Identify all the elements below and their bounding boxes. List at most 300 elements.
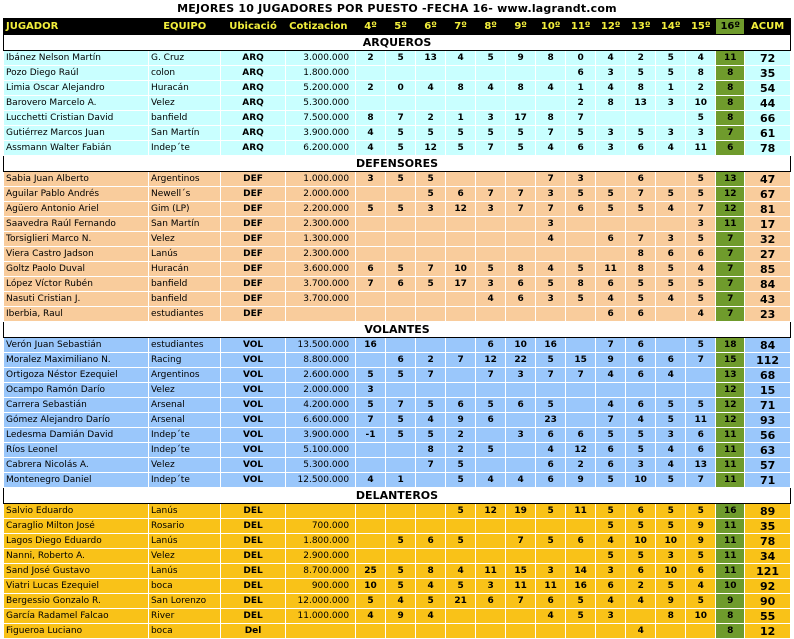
- round-score-cell: 7: [716, 307, 745, 322]
- round-score-cell: 22: [506, 353, 536, 368]
- total-cell: 55: [745, 609, 791, 624]
- round-score-cell: 9: [716, 594, 745, 609]
- section-title: DEFENSORES: [4, 156, 791, 172]
- player-name-cell: Figueroa Luciano: [4, 624, 149, 639]
- position-cell: DEL: [221, 609, 285, 624]
- round-score-cell: 13: [686, 458, 716, 473]
- total-cell: 44: [745, 96, 791, 111]
- team-cell: San Martín: [148, 126, 220, 141]
- round-score-cell: 5: [506, 141, 536, 156]
- round-score-cell: 5: [416, 594, 446, 609]
- round-score-cell: 3: [476, 202, 506, 217]
- team-cell: Velez: [148, 232, 220, 247]
- team-cell: Rosario: [148, 519, 220, 534]
- round-score-cell: 7: [446, 353, 476, 368]
- round-score-cell: 5: [566, 126, 596, 141]
- round-score-cell: 12: [716, 398, 745, 413]
- round-score-cell: 5: [596, 519, 626, 534]
- round-score-cell: 4: [656, 202, 686, 217]
- team-cell: Huracán: [148, 262, 220, 277]
- table-body: [4, 19, 791, 639]
- round-score-cell: 10: [686, 609, 716, 624]
- round-score-cell: [416, 383, 446, 398]
- total-cell: 63: [745, 443, 791, 458]
- round-score-cell: 6: [566, 141, 596, 156]
- round-score-cell: 1: [446, 111, 476, 126]
- price-cell: 900.000: [285, 579, 355, 594]
- round-score-cell: 7: [566, 111, 596, 126]
- round-score-cell: [506, 624, 536, 639]
- round-score-cell: [566, 519, 596, 534]
- round-score-cell: 4: [446, 564, 476, 579]
- price-cell: 2.900.000: [285, 549, 355, 564]
- team-cell: Gim (LP): [148, 202, 220, 217]
- player-name-cell: García Radamel Falcao: [4, 609, 149, 624]
- round-score-cell: 4: [356, 141, 386, 156]
- total-cell: 43: [745, 292, 791, 307]
- round-score-cell: 3: [506, 428, 536, 443]
- team-cell: Argentinos: [148, 172, 220, 187]
- price-cell: 3.700.000: [285, 292, 355, 307]
- round-score-cell: 3: [566, 172, 596, 187]
- player-name-cell: López Víctor Rubén: [4, 277, 149, 292]
- round-score-cell: [386, 187, 416, 202]
- player-name-cell: Lucchetti Cristian David: [4, 111, 149, 126]
- player-name-cell: Cabrera Nicolás A.: [4, 458, 149, 473]
- player-name-cell: Salvio Eduardo: [4, 504, 149, 519]
- round-score-cell: [416, 66, 446, 81]
- total-cell: 57: [745, 458, 791, 473]
- round-score-cell: 5: [536, 398, 566, 413]
- position-cell: VOL: [221, 428, 285, 443]
- total-cell: 12: [745, 624, 791, 639]
- round-score-cell: 5: [476, 443, 506, 458]
- round-score-cell: [536, 96, 566, 111]
- column-header: 6º: [416, 19, 446, 35]
- round-score-cell: 5: [596, 549, 626, 564]
- round-score-cell: 6: [626, 307, 656, 322]
- round-score-cell: 11: [506, 579, 536, 594]
- price-cell: 13.500.000: [285, 338, 355, 353]
- round-score-cell: 10: [686, 96, 716, 111]
- round-score-cell: 4: [596, 81, 626, 96]
- round-score-cell: [356, 534, 386, 549]
- team-cell: Velez: [148, 96, 220, 111]
- round-score-cell: [566, 549, 596, 564]
- round-score-cell: 2: [446, 428, 476, 443]
- round-score-cell: 4: [356, 473, 386, 488]
- round-score-cell: 12: [476, 353, 506, 368]
- round-score-cell: 10: [506, 338, 536, 353]
- round-score-cell: [386, 307, 416, 322]
- position-cell: ARQ: [221, 126, 285, 141]
- round-score-cell: 5: [656, 413, 686, 428]
- round-score-cell: [656, 624, 686, 639]
- round-score-cell: 3: [536, 564, 566, 579]
- total-cell: 54: [745, 81, 791, 96]
- round-score-cell: [356, 217, 386, 232]
- round-score-cell: [446, 338, 476, 353]
- round-score-cell: 15: [566, 353, 596, 368]
- round-score-cell: 5: [506, 126, 536, 141]
- team-cell: Argentinos: [148, 368, 220, 383]
- round-score-cell: 5: [416, 398, 446, 413]
- round-score-cell: 15: [716, 353, 745, 368]
- total-cell: 35: [745, 66, 791, 81]
- round-score-cell: 4: [656, 458, 686, 473]
- round-score-cell: 10: [716, 579, 745, 594]
- price-cell: [285, 624, 355, 639]
- total-cell: 84: [745, 277, 791, 292]
- round-score-cell: 4: [626, 413, 656, 428]
- table-row: [4, 307, 791, 322]
- team-cell: Arsenal: [148, 398, 220, 413]
- round-score-cell: 3: [596, 126, 626, 141]
- round-score-cell: [656, 111, 686, 126]
- round-score-cell: [656, 338, 686, 353]
- position-cell: ARQ: [221, 141, 285, 156]
- round-score-cell: 3: [476, 277, 506, 292]
- round-score-cell: 7: [686, 473, 716, 488]
- round-score-cell: [446, 66, 476, 81]
- team-cell: estudiantes: [148, 338, 220, 353]
- round-score-cell: [446, 368, 476, 383]
- round-score-cell: [446, 624, 476, 639]
- round-score-cell: 5: [416, 428, 446, 443]
- player-name-cell: Ledesma Damián David: [4, 428, 149, 443]
- round-score-cell: [596, 217, 626, 232]
- round-score-cell: 11: [566, 504, 596, 519]
- round-score-cell: 5: [566, 594, 596, 609]
- round-score-cell: [416, 624, 446, 639]
- round-score-cell: 5: [386, 428, 416, 443]
- round-score-cell: 8: [566, 277, 596, 292]
- round-score-cell: 5: [356, 594, 386, 609]
- round-score-cell: 6: [476, 338, 506, 353]
- round-score-cell: [446, 609, 476, 624]
- round-score-cell: 4: [536, 443, 566, 458]
- round-score-cell: 5: [686, 398, 716, 413]
- round-score-cell: 5: [446, 504, 476, 519]
- round-score-cell: [416, 292, 446, 307]
- round-score-cell: [596, 111, 626, 126]
- team-cell: Indep´te: [148, 473, 220, 488]
- round-score-cell: [386, 549, 416, 564]
- section-title: ARQUEROS: [4, 35, 791, 51]
- player-name-cell: Ibánez Nelson Martín: [4, 51, 149, 66]
- round-score-cell: [356, 519, 386, 534]
- round-score-cell: 5: [626, 66, 656, 81]
- round-score-cell: 6: [536, 458, 566, 473]
- round-score-cell: 6: [626, 564, 656, 579]
- total-cell: 81: [745, 202, 791, 217]
- ranking-table: [3, 18, 791, 639]
- round-score-cell: 12: [716, 413, 745, 428]
- round-score-cell: 7: [536, 172, 566, 187]
- round-score-cell: 4: [686, 51, 716, 66]
- round-score-cell: [506, 549, 536, 564]
- round-score-cell: [446, 172, 476, 187]
- round-score-cell: 3: [656, 428, 686, 443]
- round-score-cell: [446, 383, 476, 398]
- round-score-cell: [446, 519, 476, 534]
- round-score-cell: [506, 413, 536, 428]
- player-name-cell: Gutiérrez Marcos Juan: [4, 126, 149, 141]
- table-row: [4, 187, 791, 202]
- round-score-cell: 4: [356, 126, 386, 141]
- round-score-cell: 8: [716, 624, 745, 639]
- round-score-cell: [476, 624, 506, 639]
- round-score-cell: 6: [356, 262, 386, 277]
- price-cell: 3.900.000: [285, 126, 355, 141]
- column-header: 14º: [656, 19, 686, 35]
- round-score-cell: 12: [716, 202, 745, 217]
- round-score-cell: 8: [656, 609, 686, 624]
- table-row: [4, 141, 791, 156]
- round-score-cell: [386, 338, 416, 353]
- round-score-cell: 4: [596, 398, 626, 413]
- round-score-cell: 12: [416, 141, 446, 156]
- round-score-cell: 6: [626, 353, 656, 368]
- round-score-cell: 8: [626, 247, 656, 262]
- round-score-cell: 3: [536, 292, 566, 307]
- round-score-cell: 5: [686, 187, 716, 202]
- round-score-cell: 5: [656, 66, 686, 81]
- player-name-cell: Verón Juan Sebastián: [4, 338, 149, 353]
- round-score-cell: 5: [626, 126, 656, 141]
- team-cell: Lanús: [148, 504, 220, 519]
- position-cell: DEL: [221, 534, 285, 549]
- team-cell: San Lorenzo: [148, 594, 220, 609]
- round-score-cell: 6: [386, 353, 416, 368]
- round-score-cell: 11: [716, 51, 745, 66]
- round-score-cell: 5: [656, 504, 686, 519]
- round-score-cell: 16: [536, 338, 566, 353]
- round-score-cell: 5: [656, 519, 686, 534]
- round-score-cell: 4: [416, 579, 446, 594]
- round-score-cell: 0: [566, 51, 596, 66]
- round-score-cell: 5: [686, 549, 716, 564]
- round-score-cell: 10: [356, 579, 386, 594]
- round-score-cell: 5: [626, 428, 656, 443]
- header-row: [4, 19, 791, 35]
- table-row: [4, 519, 791, 534]
- team-cell: banfield: [148, 277, 220, 292]
- round-score-cell: 6: [566, 428, 596, 443]
- table-row: [4, 353, 791, 368]
- round-score-cell: 5: [446, 534, 476, 549]
- round-score-cell: [446, 307, 476, 322]
- player-name-cell: Sabia Juan Alberto: [4, 172, 149, 187]
- round-score-cell: 5: [596, 187, 626, 202]
- column-header: 12º: [596, 19, 626, 35]
- round-score-cell: [416, 307, 446, 322]
- round-score-cell: 3: [656, 96, 686, 111]
- round-score-cell: 6: [476, 413, 506, 428]
- round-score-cell: 2: [416, 111, 446, 126]
- team-cell: boca: [148, 624, 220, 639]
- round-score-cell: 7: [476, 141, 506, 156]
- round-score-cell: 6: [566, 66, 596, 81]
- round-score-cell: 2: [566, 96, 596, 111]
- section-title: VOLANTES: [4, 322, 791, 338]
- round-score-cell: -1: [356, 428, 386, 443]
- round-score-cell: 3: [686, 126, 716, 141]
- round-score-cell: [656, 383, 686, 398]
- player-name-cell: Bergessio Gonzalo R.: [4, 594, 149, 609]
- round-score-cell: 5: [686, 594, 716, 609]
- position-cell: VOL: [221, 353, 285, 368]
- round-score-cell: [416, 473, 446, 488]
- round-score-cell: [386, 232, 416, 247]
- round-score-cell: 5: [656, 579, 686, 594]
- column-header: 4º: [356, 19, 386, 35]
- table-row: [4, 413, 791, 428]
- round-score-cell: 3: [596, 141, 626, 156]
- round-score-cell: 4: [476, 473, 506, 488]
- round-score-cell: 9: [686, 534, 716, 549]
- total-cell: 92: [745, 579, 791, 594]
- round-score-cell: 4: [596, 292, 626, 307]
- round-score-cell: 6: [506, 292, 536, 307]
- round-score-cell: 4: [596, 368, 626, 383]
- round-score-cell: 7: [626, 187, 656, 202]
- round-score-cell: 10: [656, 564, 686, 579]
- player-name-cell: Goltz Paolo Duval: [4, 262, 149, 277]
- team-cell: Lanús: [148, 247, 220, 262]
- round-score-cell: [626, 383, 656, 398]
- round-score-cell: 5: [446, 473, 476, 488]
- round-score-cell: 5: [566, 609, 596, 624]
- round-score-cell: [596, 624, 626, 639]
- round-score-cell: 4: [686, 262, 716, 277]
- round-score-cell: 5: [596, 202, 626, 217]
- round-score-cell: 3: [686, 217, 716, 232]
- round-score-cell: [476, 96, 506, 111]
- round-score-cell: [386, 458, 416, 473]
- round-score-cell: 10: [656, 534, 686, 549]
- price-cell: 6.200.000: [285, 141, 355, 156]
- round-score-cell: 6: [686, 564, 716, 579]
- round-score-cell: 6: [626, 338, 656, 353]
- table-row: [4, 458, 791, 473]
- round-score-cell: 13: [626, 96, 656, 111]
- round-score-cell: 7: [686, 353, 716, 368]
- round-score-cell: [626, 217, 656, 232]
- round-score-cell: 5: [626, 549, 656, 564]
- round-score-cell: [356, 443, 386, 458]
- round-score-cell: 12: [476, 504, 506, 519]
- round-score-cell: [446, 549, 476, 564]
- round-score-cell: 7: [476, 187, 506, 202]
- position-cell: DEF: [221, 217, 285, 232]
- round-score-cell: 4: [416, 413, 446, 428]
- round-score-cell: 4: [656, 292, 686, 307]
- round-score-cell: 11: [536, 579, 566, 594]
- total-cell: 112: [745, 353, 791, 368]
- round-score-cell: [416, 504, 446, 519]
- position-cell: DEF: [221, 307, 285, 322]
- round-score-cell: 5: [356, 202, 386, 217]
- round-score-cell: 5: [536, 504, 566, 519]
- position-cell: ARQ: [221, 51, 285, 66]
- total-cell: 78: [745, 534, 791, 549]
- round-score-cell: 3: [356, 383, 386, 398]
- table-row: [4, 549, 791, 564]
- column-header: 7º: [446, 19, 476, 35]
- total-cell: 68: [745, 368, 791, 383]
- round-score-cell: [656, 217, 686, 232]
- round-score-cell: 7: [386, 111, 416, 126]
- round-score-cell: 6: [596, 579, 626, 594]
- round-score-cell: 1: [386, 473, 416, 488]
- round-score-cell: 5: [536, 534, 566, 549]
- table-row: [4, 247, 791, 262]
- round-score-cell: 6: [446, 187, 476, 202]
- round-score-cell: [566, 307, 596, 322]
- round-score-cell: 7: [356, 277, 386, 292]
- round-score-cell: 3: [626, 458, 656, 473]
- round-score-cell: 5: [446, 126, 476, 141]
- price-cell: 3.000.000: [285, 51, 355, 66]
- team-cell: Indep´te: [148, 141, 220, 156]
- round-score-cell: 6: [596, 443, 626, 458]
- round-score-cell: [356, 504, 386, 519]
- round-score-cell: 6: [536, 473, 566, 488]
- round-score-cell: 7: [716, 126, 745, 141]
- round-score-cell: 5: [686, 172, 716, 187]
- round-score-cell: 5: [686, 292, 716, 307]
- team-cell: estudiantes: [148, 307, 220, 322]
- round-score-cell: 5: [446, 458, 476, 473]
- round-score-cell: 18: [716, 338, 745, 353]
- round-score-cell: [506, 443, 536, 458]
- total-cell: 89: [745, 504, 791, 519]
- round-score-cell: [476, 307, 506, 322]
- round-score-cell: 11: [476, 564, 506, 579]
- team-cell: Velez: [148, 383, 220, 398]
- round-score-cell: 5: [596, 428, 626, 443]
- table-row: [4, 277, 791, 292]
- round-score-cell: 5: [656, 473, 686, 488]
- round-score-cell: 5: [476, 126, 506, 141]
- round-score-cell: [596, 383, 626, 398]
- round-score-cell: 11: [716, 458, 745, 473]
- team-cell: banfield: [148, 111, 220, 126]
- player-name-cell: Carrera Sebastián: [4, 398, 149, 413]
- round-score-cell: [536, 66, 566, 81]
- round-score-cell: 5: [386, 368, 416, 383]
- round-score-cell: [506, 609, 536, 624]
- round-score-cell: 7: [716, 262, 745, 277]
- round-score-cell: 6: [596, 277, 626, 292]
- team-cell: San Martín: [148, 217, 220, 232]
- round-score-cell: 17: [506, 111, 536, 126]
- round-score-cell: 5: [356, 368, 386, 383]
- round-score-cell: 5: [476, 51, 506, 66]
- round-score-cell: 3: [416, 202, 446, 217]
- round-score-cell: 13: [716, 368, 745, 383]
- total-cell: 15: [745, 383, 791, 398]
- round-score-cell: 8: [506, 262, 536, 277]
- round-score-cell: 7: [566, 368, 596, 383]
- section-header-row: [4, 35, 791, 51]
- position-cell: VOL: [221, 473, 285, 488]
- round-score-cell: 7: [536, 368, 566, 383]
- round-score-cell: [506, 66, 536, 81]
- column-header: 11º: [566, 19, 596, 35]
- round-score-cell: [566, 398, 596, 413]
